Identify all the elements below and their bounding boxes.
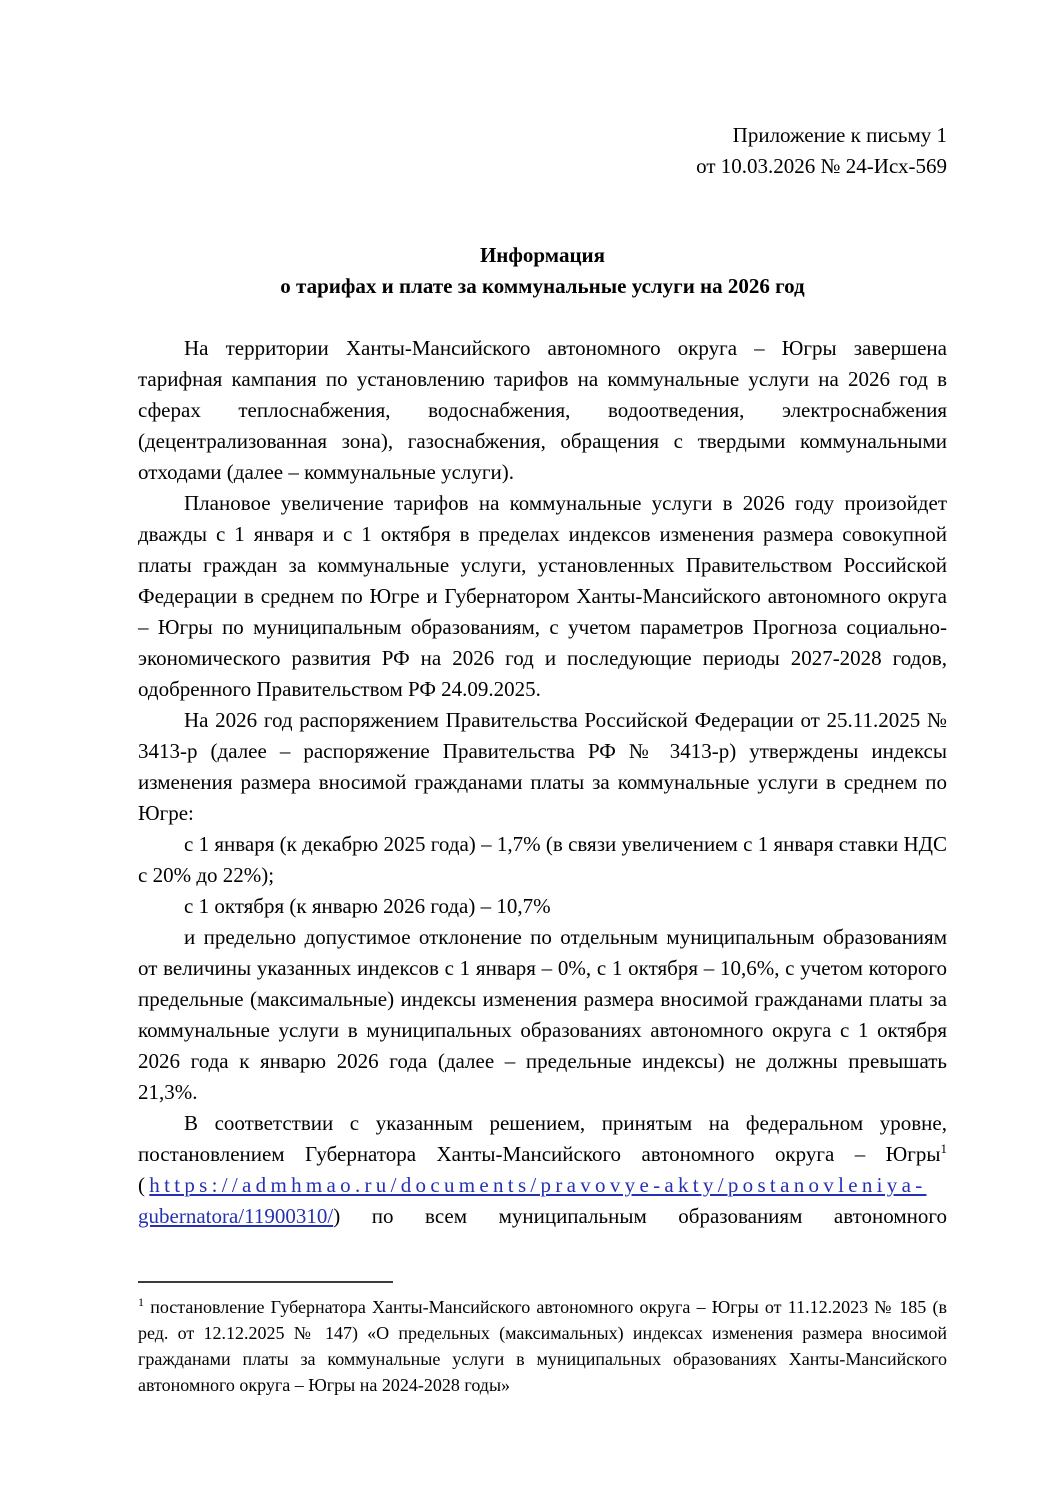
link-line-1 (138, 1173, 927, 1197)
admhmao-link-part2[interactable]: gubernatora/11900310/ (138, 1204, 334, 1228)
footnote-reference: 1 (940, 1141, 947, 1156)
footnote-area (138, 1281, 947, 1398)
appendix-line-2: от 10.03.2026 № 24-Исх-569 (696, 154, 947, 178)
document-body (138, 333, 947, 1232)
appendix-reference (138, 120, 947, 182)
paragraph-planned-increase: Плановое увеличение тарифов на коммунальные услуги в 2026 году произойдет дважды с 1 января и с 1 октября в пределах индексов изменения размера совокупной платы граждан за коммунальные услуги, установленных Правительством Российской Федерации в среднем по Югре и Губернатором Ханты-Мансийского автономного округа – Югры по муниципальным образованиям, с учетом параметров Прогноза социально-экономического развития РФ на 2026 год и последующие периоды 2027-2028 годов, одобренного Правительством РФ 24.09.2025. (138, 491, 947, 701)
paragraph-tail-text: ) по всем муниципальным образованиям автономного (333, 1204, 947, 1228)
admhmao-link-part1[interactable]: https://admhmao.ru/documents/pravovye-akty/postanovleniya- (149, 1173, 927, 1197)
footnote-marker: 1 (138, 1295, 144, 1309)
title-line-1: Информация (479, 243, 606, 267)
paragraph-max-deviation: и предельно допустимое отклонение по отдельным муниципальным образованиям от величины указанных индексов с 1 января – 0%, с 1 октября – 10,6%, с учетом которого предельные (максимальные) индексы изменения размера вносимой гражданами платы за коммунальные услуги в муниципальных образованиях автономного округа с 1 октября 2026 года к январю 2026 года (далее – предельные индексы) не должны превышать 21,3%. (138, 925, 947, 1104)
paragraph-lead-text: В соответствии с указанным решением, принятым на федеральном уровне, постановлением Губернатора Ханты-Мансийского автономного округа – Югры (138, 1111, 947, 1166)
paragraph-tariff-campaign: На территории Ханты-Мансийского автономного округа – Югры завершена тарифная кампания по установлению тарифов на коммунальные услуги на 2026 год в сферах теплоснабжения, водоснабжения, водоотведения, электроснабжения (децентрализованная зона), газоснабжения, обращения с твердыми коммунальными отходами (далее – коммунальные услуги). (138, 336, 947, 484)
paragraph-governor-decree (138, 1108, 947, 1232)
open-paren: ( (138, 1173, 150, 1197)
appendix-line-1: Приложение к письму 1 (732, 123, 947, 147)
title-line-2: о тарифах и плате за коммунальные услуги на 2026 год (280, 274, 805, 298)
paragraph-rf-directive: На 2026 год распоряжением Правительства Российской Федерации от 25.11.2025 № 3413-р (далее – распоряжение Правительства РФ № 3413-р) утверждены индексы изменения размера вносимой гражданами платы за коммунальные услуги в среднем по Югре: (138, 708, 947, 825)
paragraph-october-index: с 1 октября (к январю 2026 года) – 10,7% (184, 894, 551, 918)
document-title (138, 240, 947, 302)
footnote-separator (138, 1281, 393, 1283)
paragraph-january-index: с 1 января (к декабрю 2025 года) – 1,7% (в связи увеличением с 1 января ставки НДС с 20% до 22%); (138, 832, 947, 887)
footnote-body: постановление Губернатора Ханты-Мансийского автономного округа – Югры от 11.12.2023 № 185 (в ред. от 12.12.2025 № 147) «О предельных (максимальных) индексах изменения размера вносимой гражданами платы за коммунальные услуги в муниципальных образованиях Ханты-Мансийского автономного округа – Югры на 2024-2028 годы» (138, 1297, 947, 1395)
footnote-text (138, 1294, 947, 1398)
